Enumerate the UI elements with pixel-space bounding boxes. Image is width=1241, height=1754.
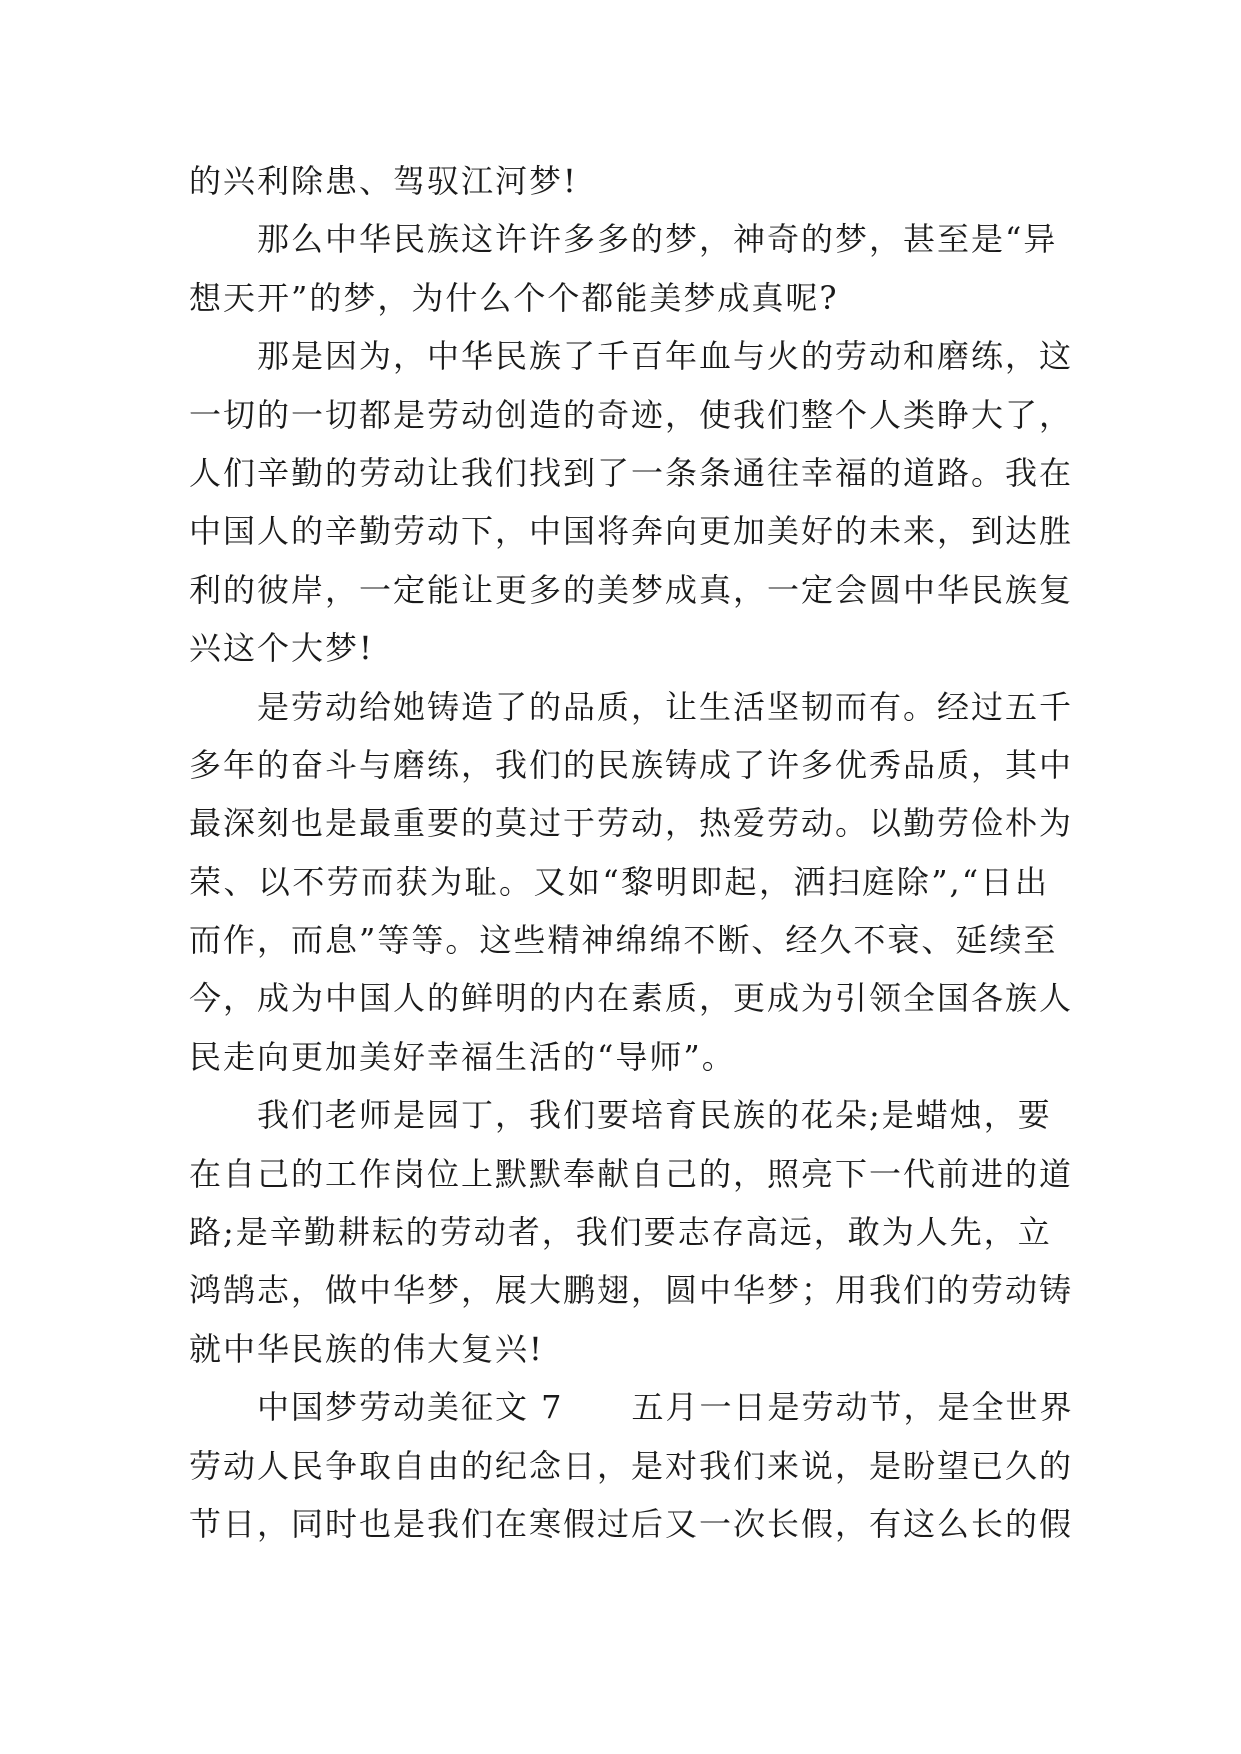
text-line: 节日，同时也是我们在寒假过后又一次长假，有这么长的假 (189, 1504, 1074, 1543)
text-line: 我们老师是园丁，我们要培育民族的花朵;是蜡烛，要 (257, 1096, 1052, 1135)
text-line: 就中华民族的伟大复兴! (189, 1329, 544, 1368)
text-line: 中国梦劳动美征文 7 五月一日是劳动节，是全世界 (257, 1388, 1074, 1427)
text-line: 在自己的工作岗位上默默奉献自己的，照亮下一代前进的道 (189, 1154, 1074, 1193)
text-line: 利的彼岸，一定能让更多的美梦成真，一定会圆中华民族复 (189, 570, 1074, 609)
text-line: 那么中华民族这许许多多的梦，神奇的梦，甚至是“异 (257, 220, 1058, 259)
text-line: 而作，而息”等等。这些精神绵绵不断、经久不衰、延续至 (189, 921, 1058, 960)
text-line: 今，成为中国人的鲜明的内在素质，更成为引领全国各族人 (189, 979, 1074, 1018)
document-body (189, 152, 1074, 1553)
text-line: 一切的一切都是劳动创造的奇迹，使我们整个人类睁大了， (189, 395, 1074, 434)
text-line: 那是因为，中华民族了千百年血与火的劳动和磨练，这 (257, 337, 1074, 376)
text-line: 荣、以不劳而获为耻。又如“黎明即起，洒扫庭除”,“日出 (189, 862, 1049, 901)
text-line: 人们辛勤的劳动让我们找到了一条条通往幸福的道路。我在 (189, 453, 1074, 492)
text-line: 鸿鹄志，做中华梦，展大鹏翅，圆中华梦；用我们的劳动铸 (189, 1271, 1074, 1310)
text-line: 是劳动给她铸造了的品质，让生活坚韧而有。经过五千 (257, 687, 1074, 726)
text-line: 最深刻也是最重要的莫过于劳动，热爱劳动。以勤劳俭朴为 (189, 804, 1074, 843)
text-line: 的兴利除患、驾驭江河梦! (189, 162, 578, 200)
text-line: 民走向更加美好幸福生活的“导师”。 (189, 1037, 736, 1076)
text-line: 中国人的辛勤劳动下，中国将奔向更加美好的未来，到达胜 (189, 512, 1074, 551)
text-line: 劳动人民争取自由的纪念日，是对我们来说，是盼望已久的 (189, 1446, 1074, 1485)
text-line: 想天开”的梦，为什么个个都能美梦成真呢? (189, 278, 839, 317)
text-line: 路;是辛勤耕耘的劳动者，我们要志存高远，敢为人先，立 (189, 1213, 1052, 1252)
text-line: 多年的奋斗与磨练，我们的民族铸成了许多优秀品质，其中 (189, 745, 1074, 784)
text-line: 兴这个大梦! (189, 629, 374, 668)
